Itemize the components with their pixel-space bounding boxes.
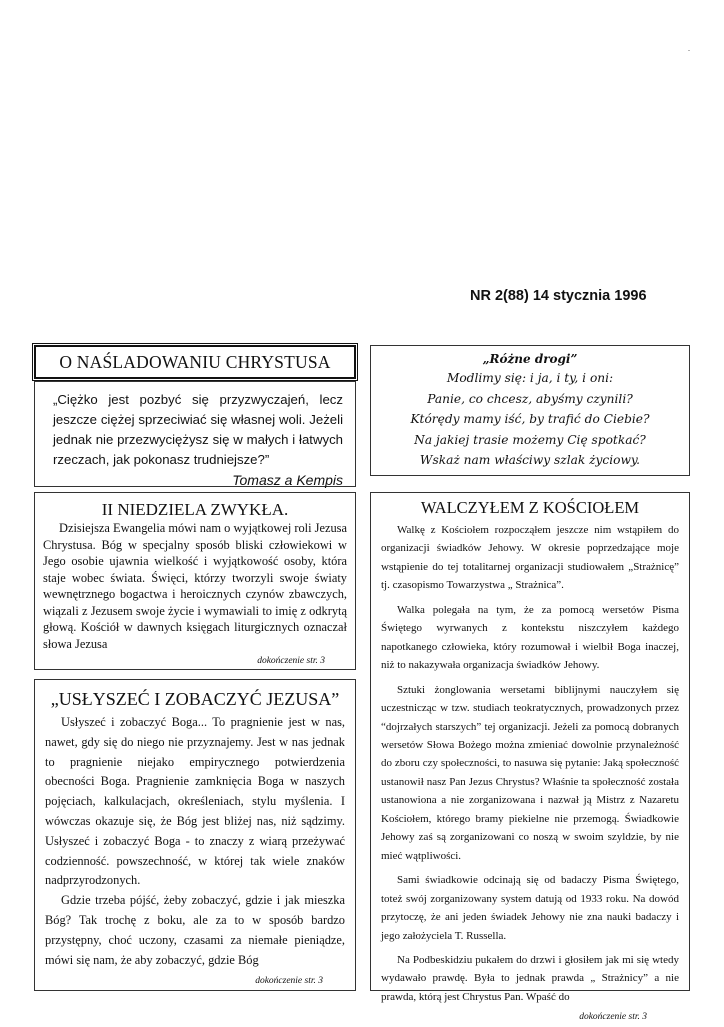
article-paragraph: Walkę z Kościołem rozpocząłem jeszcze nim wstąpiłem do organizacji świadków Jehowy. W okresie poprzedzające moje wstąpienie do tej totalitarnej organizacji studiowałem „Strażnicę” tj. czasopismo Towarzystwa „ Strażnica”. bbox=[381, 524, 679, 592]
quote-author: Tomasz a Kempis bbox=[232, 472, 343, 488]
poem-line: Wskaż nam właściwy szlak życiowy. bbox=[419, 453, 641, 467]
poem-line: Panie, co chcesz, abyśmy czynili? bbox=[427, 391, 633, 406]
page-title: O NAŚLADOWANIU CHRYSTUSA bbox=[59, 351, 331, 372]
continued-note: dokończenie str. 3 bbox=[255, 976, 323, 987]
poem-box bbox=[370, 345, 690, 476]
poem-line: Na jakiej trasie możemy Cię spotkać? bbox=[414, 432, 646, 447]
article-title: WALCZYŁEM Z KOŚCIOŁEM bbox=[420, 498, 640, 517]
corner-mark: . bbox=[688, 44, 690, 53]
poem-title: „Różne drogi” bbox=[482, 352, 578, 366]
article-paragraph: Na Podbeskidziu pukałem do drzwi i głosiłem jak mi się wtedy wydawało prawdę. Była to jednak prawda „ Strażnicy” a nie prawda, którą jest Chrystus Pan. Wpaść do bbox=[381, 953, 679, 1003]
poem-line: Modlimy się: i ja, i ty, i oni: bbox=[446, 371, 614, 385]
quote-text: „Ciężko jest pozbyć się przyzwyczajeń, lecz jeszcze ciężej sprzeciwiać się własnej woli. Jeżeli jednak nie przezwyciężysz się w małych i łatwych rzeczach, jak pokonasz trudniejsze?” bbox=[53, 392, 343, 467]
continued-note: dokończenie str. 3 bbox=[257, 656, 325, 666]
issue-line: NR 2(88) 14 stycznia 1996 bbox=[470, 288, 647, 304]
poem-line: Którędy mamy iść, by trafić do Ciebie? bbox=[410, 412, 650, 426]
article-title: „USŁYSZEĆ I ZOBACZYĆ JEZUSA” bbox=[50, 689, 340, 709]
article-paragraph: Sztuki żonglowania wersetami biblijnymi nauczyłem się uczestnicząc w tzw. studiach teokratycznych, prowadzonych przez “dojrzałych starszych” tej organizacji. Jeżeli za pomocą dobranych wersetów Słowa Bożego można zmieniać dowolnie przynależność do zboru czy społeczności, to nasuwa się pytanie: Jaką społeczność ustanowił nasz Pan Jezus Chrystus? Właśnie ta społeczność została ustanowiona a nie zorganizowana i nazwał ją Mistrz z Nazaretu Kościołem, którego bramy piekielne nie przemogą. Świadkowie Jehowy zaś są zorganizowani co noszą w swoim szyldzie, by nie mieć wątpliwości. bbox=[381, 683, 679, 862]
article-fought-church bbox=[370, 492, 690, 1023]
continued-note: dokończenie str. 3 bbox=[579, 1012, 647, 1023]
article-paragraph: Gdzie trzeba pójść, żeby zobaczyć, gdzie i jak mieszka Bóg? Tak trochę z boku, ale za to w sposób bardzo przystępny, choć uczony, czasami za niemałe pieniądze, mówi się nam, że aby zobaczyć, gdzie Bóg bbox=[45, 893, 345, 967]
article-paragraph: Sami świadkowie odcinają się od badaczy Pisma Świętego, toteż swój zorganizowany system datują od 1933 roku. Na dowód przytoczę, że ani jeden świadek Jehowy nie zna nauki badaczy i jego założyciela T. Russella. bbox=[381, 874, 679, 942]
article-paragraph: Usłyszeć i zobaczyć Boga... To pragnienie jest w nas, nawet, gdy się do niego nie przyznajemy. Jest w nas jednak to pragnienie niejako empirycznego potwierdzenia obecności Boga. Pragnienie zamknięcia Boga w naszych pojęciach, kalkulacjach, określeniach, stylu myślenia. I wówczas okazuje się, że Bóg jest bliżej nas, niż sądzimy. Usłyszeć i zobaczyć Boga - to znaczy z wiarą przeżywać codzienność. powszechność, w której tak wiele znaków nadprzyrodzonych. bbox=[45, 715, 345, 888]
article-paragraph: Walka polegała na tym, że za pomocą wersetów Pisma Świętego wyrwanych z kontekstu niszczyłem każdego napotkanego człowieka, który rozumował i wielbił Boga inaczej, niż to nakazywała organizacja świadków Jehowy. bbox=[381, 603, 679, 672]
article-sunday bbox=[34, 492, 356, 670]
article-hear-and-see bbox=[34, 679, 356, 991]
header-title-box bbox=[34, 345, 356, 379]
article-paragraph: Dzisiejsza Ewangelia mówi nam o wyjątkowej roli Jezusa Chrystusa. Bóg w specjalny sposób bliski człowiekowi w Jego osobie ujawnia wielkość i wyjątkowość osoby, która staje wobec świata. Święci, którzy tworzyli swoje światy wewnętrznego bogactwa i heroicznych czynów zbawczych, wiązali z Jezusem swoje życie i wymawiali to imię z odkrytą głową. Kościół w dawnych księgach liturgicznych oznaczał słowa Jezusa bbox=[43, 521, 347, 651]
article-title: II NIEDZIELA ZWYKŁA. bbox=[101, 500, 289, 519]
quote-box bbox=[34, 381, 356, 487]
